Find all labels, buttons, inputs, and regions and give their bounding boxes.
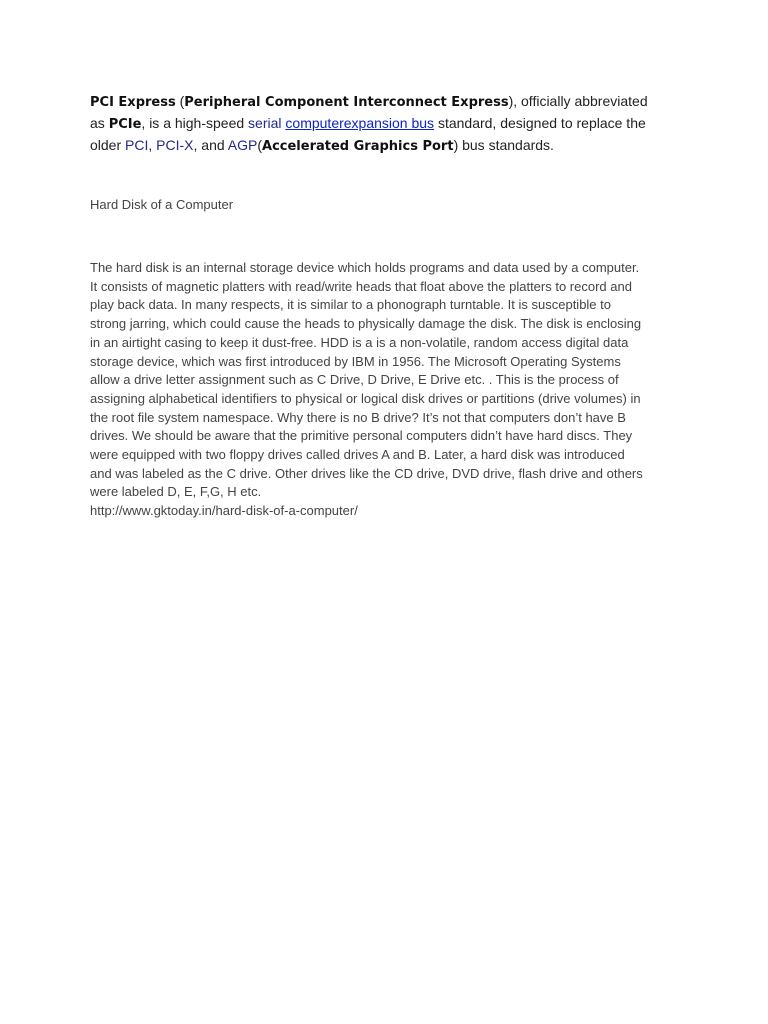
pcie-line-1: [90, 91, 690, 113]
link-serial[interactable]: serial: [248, 115, 282, 131]
body-line: strong jarring, which could cause the heads to physically damage the disk. The disk is enclosing: [90, 316, 642, 332]
body-paragraph: [90, 259, 690, 502]
body-line: assigning alphabetical identifiers to physical or logical disk drives or partitions (drive volumes) in: [90, 390, 641, 406]
body-line: were labeled D, E, F,G, H etc.: [90, 484, 262, 500]
pcie-text: , is a high-speed: [141, 115, 249, 131]
pcie-text: standard, designed to replace the: [434, 115, 646, 131]
body-line: were equipped with two floppy drives called drives A and B. Later, a hard disk was introduced: [90, 447, 625, 463]
pcie-text: (: [175, 93, 185, 109]
body-line: The hard disk is an internal storage device which holds programs and data used by a computer.: [90, 260, 640, 275]
section-heading: Hard Disk of a Computer: [90, 197, 234, 212]
body-line: the root file system namespace. Why there is no B drive? It’s not that computers don’t have B: [90, 409, 626, 425]
body-line: storage device, which was first introduced by IBM in 1956. The Microsoft Operating Systems: [90, 353, 621, 369]
pcie-text: ,: [148, 137, 157, 153]
body-line: and was labeled as the C drive. Other drives like the CD drive, DVD drive, flash drive and others: [90, 465, 643, 481]
pcie-text: as: [90, 115, 109, 131]
link-pci-x[interactable]: PCI-X: [156, 137, 194, 153]
term-pci-express: PCI Express: [90, 95, 176, 110]
body-line: allow a drive letter assignment such as C Drive, D Drive, E Drive etc. . This is the process of: [90, 372, 619, 388]
body-line: drives. We should be aware that the primitive personal computers didn’t have hard discs. They: [90, 428, 633, 444]
link-agp[interactable]: AGP: [227, 137, 258, 153]
source-url: http://www.gktoday.in/hard-disk-of-a-computer/: [90, 503, 358, 518]
link-pci[interactable]: PCI: [125, 137, 149, 153]
term-pcie: PCIe: [108, 117, 142, 132]
pcie-line-3: [90, 135, 690, 157]
pcie-text: , and: [193, 137, 228, 153]
link-computer-expansion-bus[interactable]: computerexpansion bus: [285, 115, 435, 131]
pcie-text: older: [90, 137, 126, 153]
body-line: play back data. In many respects, it is similar to a phonograph turntable. It is susceptible to: [90, 297, 611, 313]
pcie-text: (: [257, 137, 263, 153]
pcie-line-2: [90, 113, 690, 135]
term-accelerated-graphics-port: Accelerated Graphics Port: [262, 139, 454, 154]
body-line: It consists of magnetic platters with read/write heads that float above the platters to record and: [90, 278, 632, 294]
term-peripheral-component-interconnect-express: Peripheral Component Interconnect Express: [184, 95, 509, 110]
pcie-text: ) bus standards.: [453, 137, 554, 153]
body-line: in an airtight casing to keep it dust-free. HDD is a is a non-volatile, random access digital data: [90, 334, 629, 350]
pcie-text: ), officially abbreviated: [508, 93, 648, 109]
pcie-paragraph: [90, 91, 690, 157]
